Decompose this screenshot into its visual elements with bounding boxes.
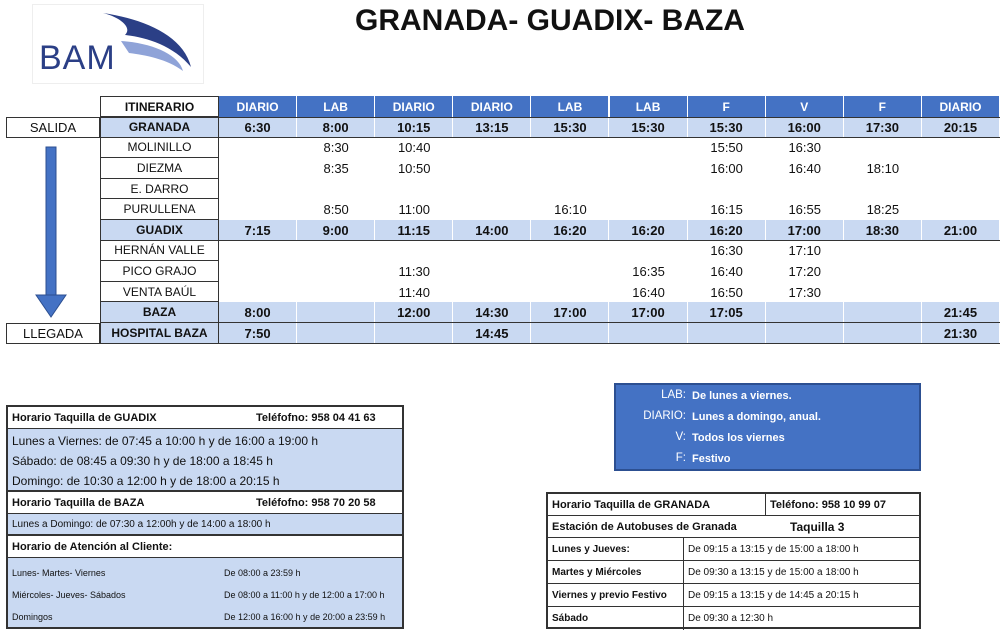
time-cell — [453, 199, 531, 220]
granada-hours: De 09:15 a 13:15 y de 15:00 a 18:00 h — [684, 538, 919, 561]
granada-hours: De 09:30 a 12:30 h — [688, 613, 774, 624]
atencion-hours-2: De 08:00 a 11:00 h y de 12:00 a 17:00 h — [224, 590, 385, 600]
time-cell — [610, 199, 688, 220]
column-header: DIARIO — [453, 96, 531, 117]
time-cell: 16:40 — [710, 263, 743, 279]
time-cell — [531, 241, 609, 262]
time-cell: 8:50 — [323, 202, 349, 218]
baza-line: Lunes a Domingo: de 07:30 a 12:00h y de 14:00 a 18:00 h — [12, 518, 271, 530]
time-cell: 17:10 — [788, 243, 821, 259]
time-cell — [531, 138, 609, 159]
granada-title: Horario Taquilla de GRANADA — [548, 494, 766, 516]
time-cell: 13:15 — [453, 117, 531, 138]
time-cell: 16:15 — [710, 202, 743, 218]
granada-day: Lunes y Jueves: — [548, 538, 684, 561]
bam-logo — [32, 4, 204, 84]
time-cell: 16:10 — [554, 202, 587, 218]
time-cell — [453, 241, 531, 262]
time-cell: 11:15 — [375, 220, 453, 241]
column-header: DIARIO — [375, 96, 453, 117]
granada-box — [546, 492, 921, 629]
time-cell — [453, 158, 531, 179]
time-cell — [219, 241, 297, 262]
time-cell: 16:55 — [788, 202, 821, 218]
time-cell: 16:40 — [788, 160, 821, 176]
legend-key: DIARIO: — [643, 410, 686, 422]
time-cell — [610, 179, 688, 200]
granada-day: Viernes y previo Festivo — [548, 584, 684, 607]
baza-box — [6, 492, 404, 536]
page-title: GRANADA- GUADIX- BAZA — [355, 4, 745, 37]
time-cell — [610, 241, 688, 262]
time-cell — [766, 179, 844, 200]
granada-hours: De 09:15 a 13:15 y de 14:45 a 20:15 h — [684, 584, 919, 607]
guadix-title: Horario Taquilla de GUADIX — [8, 407, 252, 429]
time-cell: 16:20 — [531, 220, 609, 241]
time-cell — [688, 323, 766, 344]
time-cell: 20:15 — [922, 117, 1000, 138]
time-cell: 21:30 — [922, 323, 1000, 344]
time-cell — [610, 138, 688, 159]
time-cell — [297, 302, 375, 323]
time-cell: 16:20 — [610, 220, 688, 241]
time-cell: 10:40 — [397, 140, 431, 156]
time-cell — [297, 282, 375, 303]
time-cell — [297, 179, 375, 200]
time-cell: 11:30 — [398, 263, 431, 279]
atencion-hours-3: De 12:00 a 16:00 h y de 20:00 a 23:59 h — [224, 612, 386, 622]
time-cell: 21:45 — [922, 302, 1000, 323]
llegada-label: LLEGADA — [6, 323, 100, 344]
time-cell: 17:05 — [688, 302, 766, 323]
time-cell — [219, 179, 297, 200]
time-cell: 8:00 — [219, 302, 297, 323]
legend-value: Todos los viernes — [692, 432, 785, 444]
time-cell — [219, 282, 297, 303]
time-cell: 15:30 — [688, 117, 766, 138]
column-header: F — [688, 96, 766, 117]
time-cell: 16:00 — [766, 117, 844, 138]
time-cell — [922, 199, 1000, 220]
baza-phone: Teléfofno: 958 70 20 58 — [252, 492, 402, 514]
column-header: V — [766, 96, 844, 117]
time-cell — [688, 179, 766, 200]
time-cell — [297, 241, 375, 262]
baza-title: Horario Taquilla de BAZA — [8, 492, 252, 514]
time-cell — [844, 282, 922, 303]
time-cell: 17:00 — [610, 302, 688, 323]
atencion-box — [6, 536, 404, 629]
time-cell: 11:40 — [398, 284, 431, 300]
granada-taquilla: Taquilla 3 — [766, 516, 919, 538]
time-cell: 21:00 — [922, 220, 1000, 241]
stop-name: PURULLENA — [100, 199, 219, 220]
time-cell — [531, 179, 609, 200]
column-header: F — [844, 96, 922, 117]
time-cell — [610, 158, 688, 179]
time-cell — [531, 261, 609, 282]
atencion-day-1: Lunes- Martes- Viernes — [12, 568, 106, 578]
time-cell — [531, 282, 609, 303]
time-cell — [453, 179, 531, 200]
salida-label: SALIDA — [6, 117, 100, 138]
time-cell — [844, 241, 922, 262]
column-header: LAB — [531, 96, 609, 117]
granada-phone: Teléfono: 958 10 99 07 — [766, 494, 919, 516]
guadix-line-1: Lunes a Viernes: de 07:45 a 10:00 h y de 16:00 a 19:00 h — [12, 434, 319, 448]
time-cell: 17:00 — [531, 302, 609, 323]
atencion-day-3: Domingos — [12, 612, 53, 622]
row-divider — [100, 117, 1000, 118]
time-cell: 16:35 — [632, 263, 665, 279]
atencion-hours-1: De 08:00 a 23:59 h — [224, 568, 301, 578]
time-cell — [922, 261, 1000, 282]
logo-text: BAM — [39, 39, 116, 77]
time-cell: 16:40 — [632, 284, 665, 300]
legend-key: V: — [675, 431, 686, 443]
time-cell — [844, 302, 922, 323]
guadix-line-3: Domingo: de 10:30 a 12:00 h y de 18:00 a 20:15 h — [12, 474, 280, 488]
time-cell: 14:00 — [453, 220, 531, 241]
time-cell: 6:30 — [219, 117, 297, 138]
time-cell — [922, 158, 1000, 179]
time-cell: 8:35 — [323, 160, 349, 176]
stop-name: HOSPITAL BAZA — [100, 323, 219, 344]
stop-name: GRANADA — [100, 117, 219, 138]
granada-station: Estación de Autobuses de Granada — [548, 516, 766, 538]
time-cell: 15:30 — [531, 117, 609, 138]
time-cell — [375, 179, 453, 200]
stop-name: PICO GRAJO — [100, 261, 219, 282]
time-cell: 7:50 — [219, 323, 297, 344]
stop-name: DIEZMA — [100, 158, 219, 179]
time-cell: 10:15 — [375, 117, 453, 138]
legend-value: De lunes a viernes. — [692, 390, 792, 402]
down-arrow-icon — [34, 145, 68, 321]
time-cell: 17:00 — [766, 220, 844, 241]
time-cell: 16:00 — [710, 160, 743, 176]
stop-name: E. DARRO — [100, 179, 219, 200]
column-header: LAB — [297, 96, 375, 117]
time-cell — [219, 261, 297, 282]
time-cell — [766, 323, 844, 344]
time-cell: 11:00 — [398, 202, 431, 218]
column-header: DIARIO — [922, 96, 1000, 117]
guadix-phone: Teléfofno: 958 04 41 63 — [252, 407, 402, 429]
time-cell — [219, 199, 297, 220]
time-cell: 18:30 — [844, 220, 922, 241]
column-header: DIARIO — [219, 96, 297, 117]
stop-name: BAZA — [100, 302, 219, 323]
legend-box — [614, 383, 921, 471]
guadix-box — [6, 405, 404, 492]
time-cell: 7:15 — [219, 220, 297, 241]
time-cell: 17:30 — [788, 284, 821, 300]
time-cell — [922, 138, 1000, 159]
time-cell — [610, 323, 688, 344]
time-cell — [453, 282, 531, 303]
granada-hours: De 09:30 a 13:15 y de 15:00 a 18:00 h — [684, 561, 919, 584]
itinerary-header: ITINERARIO — [100, 96, 219, 117]
legend-key: LAB: — [661, 389, 686, 401]
time-cell: 16:30 — [710, 243, 743, 259]
legend-value: Lunes a domingo, anual. — [692, 411, 821, 423]
time-cell — [297, 323, 375, 344]
time-cell: 15:30 — [610, 117, 688, 138]
time-cell — [219, 138, 297, 159]
time-cell — [844, 261, 922, 282]
time-cell: 17:30 — [844, 117, 922, 138]
stop-name: VENTA BAÚL — [100, 282, 219, 303]
time-cell: 12:00 — [375, 302, 453, 323]
time-cell — [922, 179, 1000, 200]
time-cell — [375, 241, 453, 262]
granada-day: Sábado — [548, 607, 684, 630]
guadix-line-2: Sábado: de 08:45 a 09:30 h y de 18:00 a 18:45 h — [12, 454, 273, 468]
time-cell: 10:50 — [397, 160, 431, 176]
time-cell: 16:50 — [710, 284, 743, 300]
stop-name: MOLINILLO — [100, 138, 219, 159]
stop-name: HERNÁN VALLE — [100, 241, 219, 262]
time-cell — [297, 261, 375, 282]
stop-name: GUADIX — [100, 220, 219, 241]
time-cell — [531, 158, 609, 179]
time-cell — [375, 323, 453, 344]
time-cell — [844, 323, 922, 344]
time-cell: 16:20 — [688, 220, 766, 241]
time-cell — [453, 138, 531, 159]
row-divider — [219, 343, 1000, 344]
time-cell: 9:00 — [297, 220, 375, 241]
time-cell — [219, 158, 297, 179]
time-cell: 8:30 — [323, 140, 349, 156]
time-cell: 17:20 — [788, 263, 821, 279]
time-cell: 18:25 — [866, 202, 900, 218]
column-header: LAB — [610, 96, 688, 117]
time-cell — [844, 179, 922, 200]
legend-key: F: — [675, 452, 686, 464]
time-cell: 8:00 — [297, 117, 375, 138]
time-cell — [922, 241, 1000, 262]
time-cell — [922, 282, 1000, 303]
time-cell — [844, 138, 922, 159]
atencion-title: Horario de Atención al Cliente: — [8, 536, 402, 558]
time-cell — [531, 323, 609, 344]
granada-day: Martes y Miércoles — [548, 561, 684, 584]
time-cell: 14:30 — [453, 302, 531, 323]
time-cell — [766, 302, 844, 323]
time-cell: 18:10 — [866, 160, 900, 176]
atencion-day-2: Miércoles- Jueves- Sábados — [12, 590, 126, 600]
legend-value: Festivo — [692, 453, 731, 465]
time-cell — [453, 261, 531, 282]
time-cell: 14:45 — [453, 323, 531, 344]
time-cell: 16:30 — [788, 140, 821, 156]
time-cell: 15:50 — [710, 140, 743, 156]
